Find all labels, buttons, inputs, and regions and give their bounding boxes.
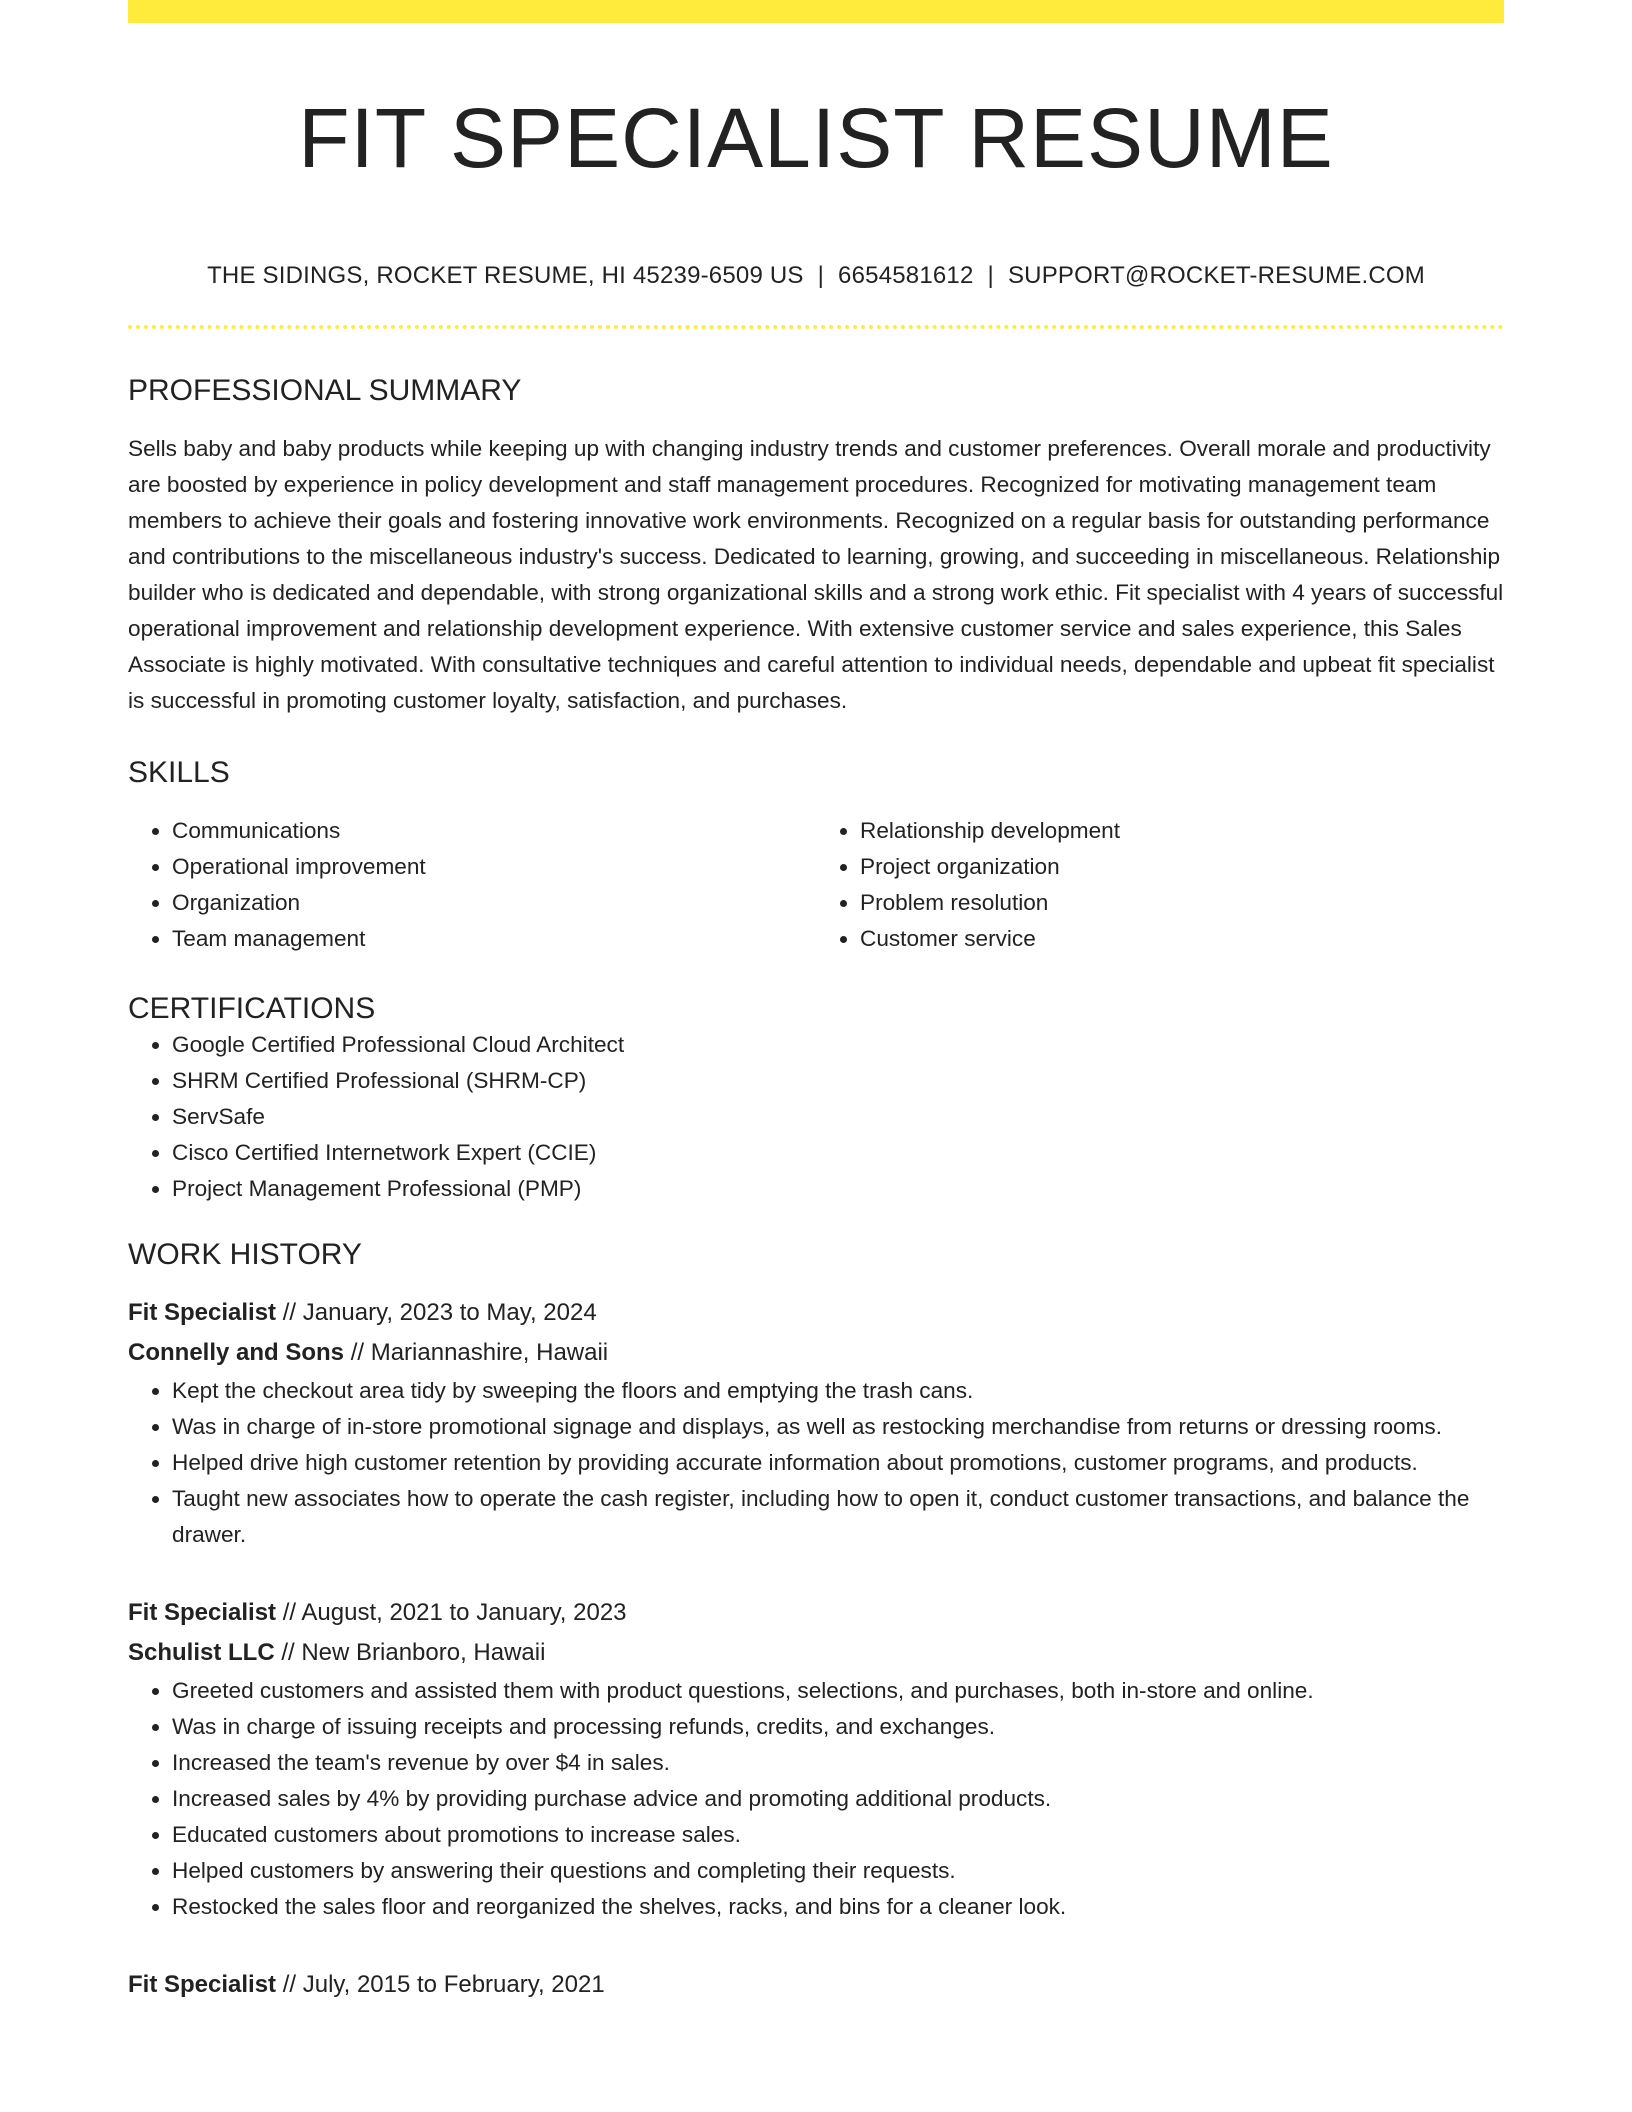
job-dates: // August, 2021 to January, 2023 (276, 1599, 627, 1626)
skill-item: • Communications (172, 813, 816, 849)
skill-item: • Problem resolution (860, 885, 1504, 921)
job-duty: • Increased sales by 4% by providing purchase advice and promoting additional products. (172, 1781, 1504, 1817)
contact-line (128, 261, 1504, 291)
certification-item: • ServSafe (172, 1099, 1504, 1135)
job-dates: // July, 2015 to February, 2021 (276, 1971, 605, 1998)
resume-page (128, 0, 1504, 2005)
skills-columns (128, 813, 1504, 957)
job-title-line (128, 1593, 1504, 1633)
job-duty: • Kept the checkout area tidy by sweeping the floors and emptying the trash cans. (172, 1373, 1504, 1409)
job-location: // Mariannashire, Hawaii (344, 1339, 609, 1366)
summary-heading: PROFESSIONAL SUMMARY (128, 374, 522, 407)
job-duty: • Increased the team's revenue by over $4 in sales. (172, 1745, 1504, 1781)
job-title: Fit Specialist (128, 1599, 277, 1626)
job-title: Fit Specialist (128, 1971, 277, 1998)
email: SUPPORT@ROCKET-RESUME.COM (1007, 262, 1425, 289)
job-location: // New Brianboro, Hawaii (274, 1639, 546, 1666)
contact-separator: | (817, 262, 825, 289)
job-dates: // January, 2023 to May, 2024 (276, 1299, 597, 1326)
job-duty: • Was in charge of in-store promotional signage and displays, as well as restocking merchandise from returns or dressing rooms. (172, 1409, 1504, 1445)
job-duty: • Taught new associates how to operate the cash register, including how to open it, conduct customer transactions, and balance the drawer. (172, 1481, 1504, 1553)
job-duty: • Restocked the sales floor and reorganized the shelves, racks, and bins for a cleaner look. (172, 1889, 1504, 1925)
skill-item: • Team management (172, 921, 816, 957)
job-title-line (128, 1293, 1504, 1333)
job-duty: • Helped drive high customer retention by providing accurate information about promotions, customer programs, and products. (172, 1445, 1504, 1481)
certification-item: • SHRM Certified Professional (SHRM-CP) (172, 1063, 1504, 1099)
skill-item: • Customer service (860, 921, 1504, 957)
address: THE SIDINGS, ROCKET RESUME, HI 45239-6509 US (207, 262, 804, 289)
job-title-line (128, 1965, 1504, 2005)
resume-title: FIT SPECIALIST RESUME (298, 91, 1334, 185)
skill-item: • Relationship development (860, 813, 1504, 849)
job-duty: • Helped customers by answering their questions and completing their requests. (172, 1853, 1504, 1889)
job-company: Connelly and Sons (128, 1339, 345, 1366)
job-duties-list (128, 1673, 1504, 1925)
skill-item: • Operational improvement (172, 849, 816, 885)
job-company: Schulist LLC (128, 1639, 275, 1666)
skill-item: • Organization (172, 885, 816, 921)
job-entry (128, 1965, 1504, 2005)
certification-item: • Google Certified Professional Cloud Architect (172, 1027, 1504, 1063)
job-duty: • Educated customers about promotions to increase sales. (172, 1817, 1504, 1853)
job-company-line (128, 1333, 1504, 1373)
phone: 6654581612 (838, 262, 974, 289)
job-title: Fit Specialist (128, 1299, 277, 1326)
job-duties-list (128, 1373, 1504, 1553)
job-entry (128, 1293, 1504, 1553)
job-company-line (128, 1633, 1504, 1673)
contact-separator: | (987, 262, 994, 289)
certification-item: • Cisco Certified Internetwork Expert (CCIE) (172, 1135, 1504, 1171)
skills-list-left (128, 813, 816, 957)
certifications-list (128, 1027, 1504, 1207)
skills-heading: SKILLS (128, 756, 230, 789)
job-duty: • Was in charge of issuing receipts and processing refunds, credits, and exchanges. (172, 1709, 1504, 1745)
job-entry (128, 1593, 1504, 1925)
summary-text: Sells baby and baby products while keeping up with changing industry trends and customer preferences. Overall morale and productivity are boosted by experience in policy development and staff management procedures. Recognized for motivating management team members to achieve their goals and fostering innovative work environments. Recognized on a regular basis for outstanding performance and contributions to the miscellaneous industry's success. Dedicated to learning, growing, and succeeding in miscellaneous. Relationship builder who is dedicated and dependable, with strong organizational skills and a strong work ethic. Fit specialist with 4 years of successful operational improvement and relationship development experience. With extensive customer service and sales experience, this Sales Associate is highly motivated. With consultative techniques and careful attention to individual needs, dependable and upbeat fit specialist is successful in promoting customer loyalty, satisfaction, and purchases. (128, 436, 1504, 713)
skill-item: • Project organization (860, 849, 1504, 885)
certification-item: • Project Management Professional (PMP) (172, 1171, 1504, 1207)
certifications-heading: CERTIFICATIONS (128, 992, 376, 1025)
job-duty: • Greeted customers and assisted them with product questions, selections, and purchases, both in-store and online. (172, 1673, 1504, 1709)
dotted-divider (128, 325, 1504, 329)
accent-bar (128, 0, 1504, 23)
skills-list-right (816, 813, 1504, 957)
work-history-heading: WORK HISTORY (128, 1238, 362, 1271)
